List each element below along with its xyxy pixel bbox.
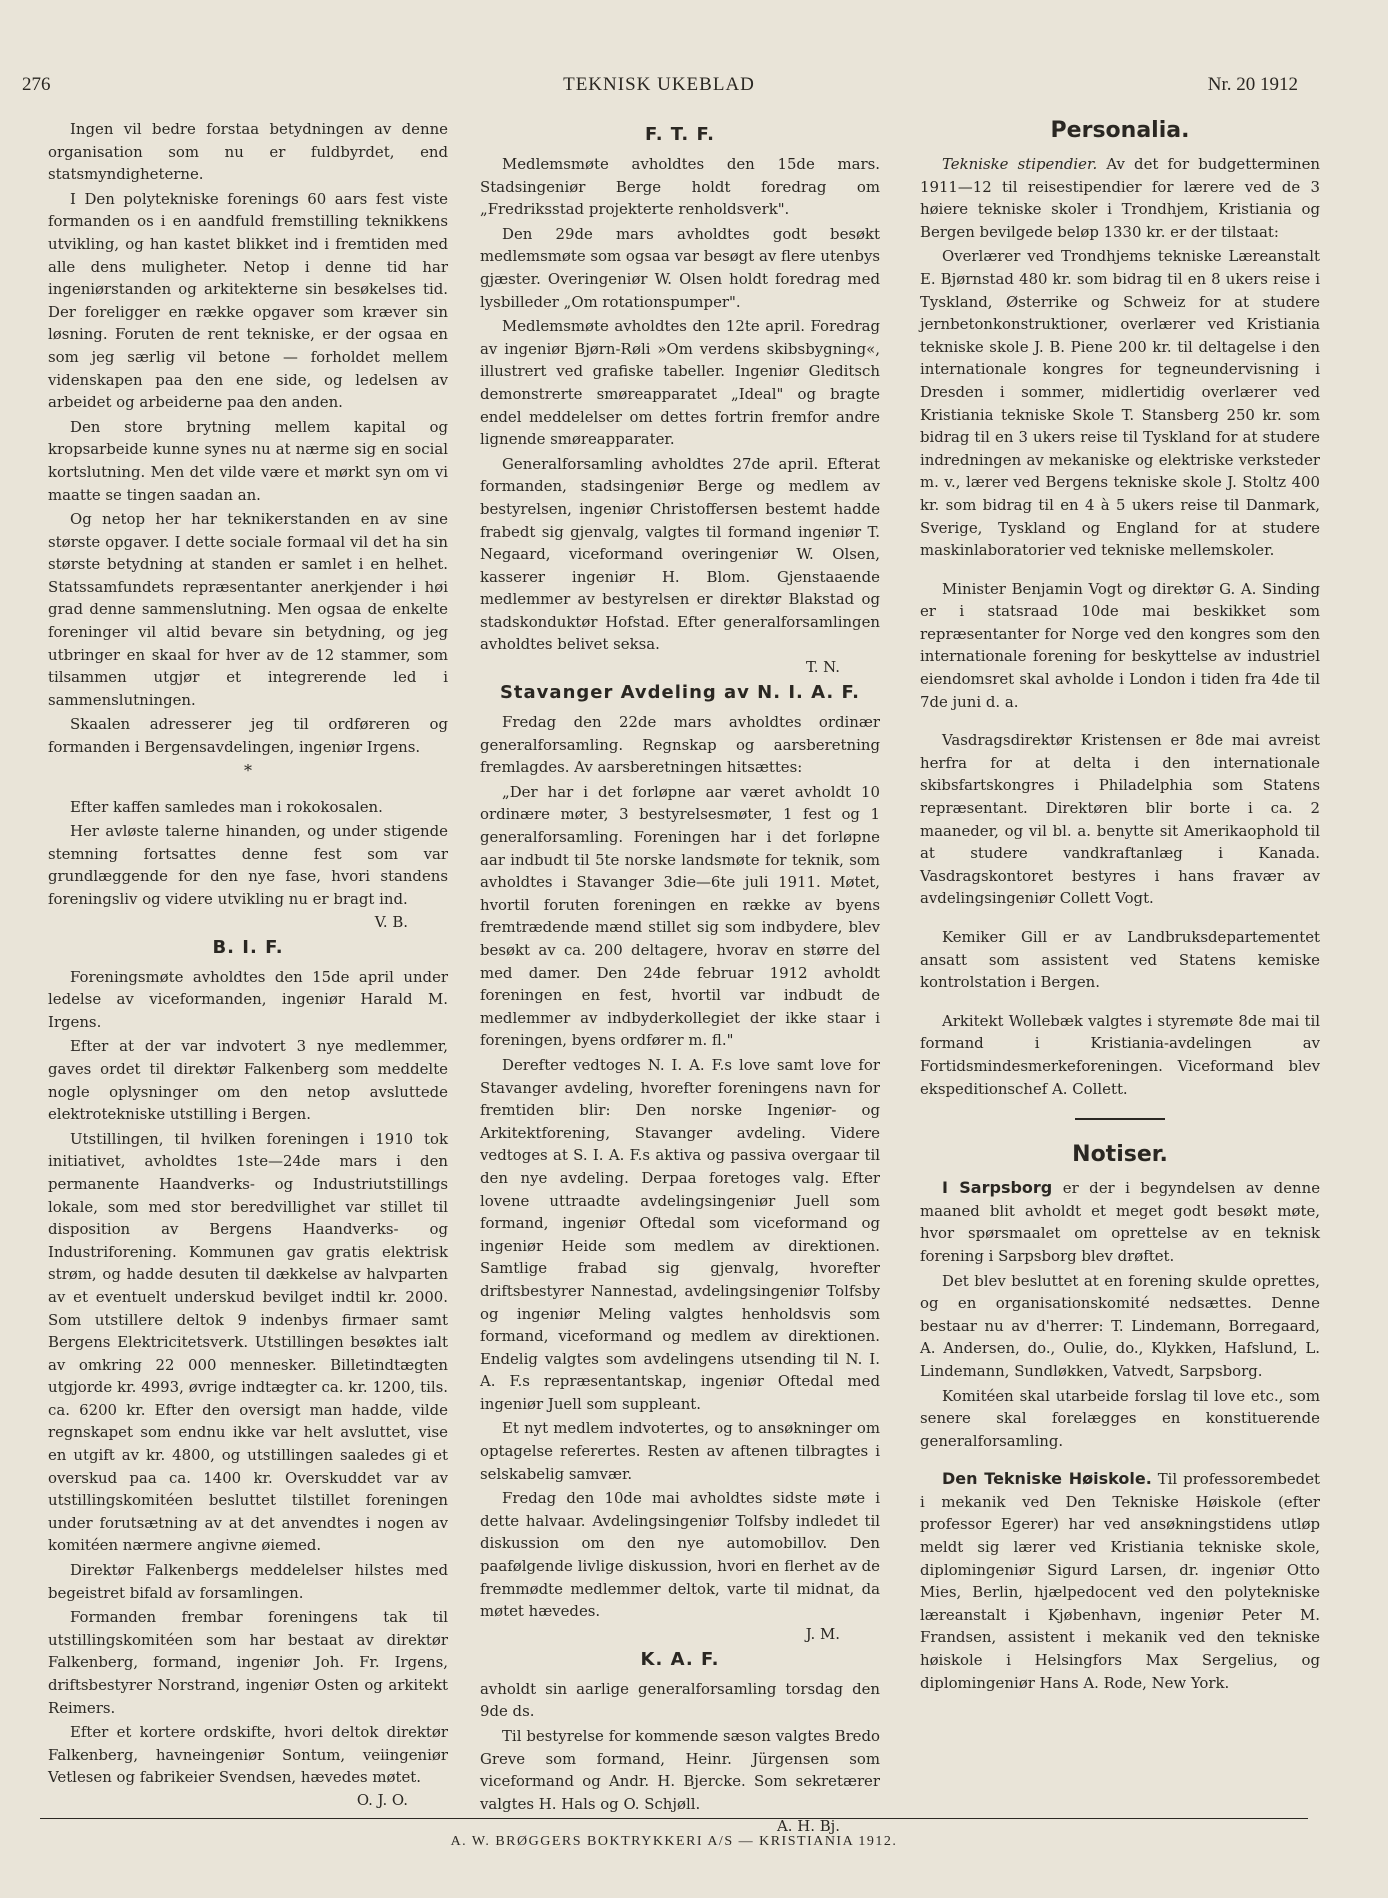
- paragraph: Derefter vedtoges N. I. A. F.s love samt love for Stavanger avdeling, hvorefter foreningens navn for fremtiden blir: Den norske Ingeniør- og Arkitektforening, Stavanger avdeling. Videre vedtoges at S. I. A. F.s aktiva og passiva overgaar til den nye avdeling. Derpaa foretoges valg. Efter lovene uttraadte avdelingsingeniør Juell som formand, ingeniør Oftedal som viceformand og ingeniør Heide som medlem av direktionen. Samtlige frabad sig gjenvalg, hvorefter driftsbestyrer Nannestad, avdelingsingeniør Tolfsby og ingeniør Meling valgtes henholdsvis som formand, viceformand og medlem av direktionen. Endelig valgtes som avdelingens utsending til N. I. A. F.s repræsentantskap, ingeniør Oftedal med ingeniør Juell som suppleant.: [480, 1055, 880, 1413]
- paragraph: Og netop her har teknikerstanden en av sine største opgaver. I dette sociale formaal vil det ha sin største betydning at standen er samlet i en helhet. Statssamfundets repræsentanter anerkjender i høi grad denne sammenslutning. Men ogsaa de enkelte foreninger vil altid bevare sin betydning, og jeg utbringer en skaal for hver av de 12 stammer, som tilsammen utgjør et integrerende led i sammenslutningen.: [48, 510, 448, 709]
- paragraph: Medlemsmøte avholdtes den 15de mars. Stadsingeniør Berge holdt foredrag om „Fredriksstad projekterte renholdsverk".: [480, 155, 880, 219]
- signature: J. M.: [805, 1624, 840, 1643]
- journal-title: TEKNISK UKEBLAD: [563, 74, 755, 95]
- signature: A. H. Bj.: [777, 1817, 840, 1836]
- paragraph: Direktør Falkenbergs meddelelser hilstes med begeistret bifald av forsamlingen.: [48, 1561, 448, 1602]
- paragraph: Generalforsamling avholdtes 27de april. Efterat formanden, stadsingeniør Berge og medlem av bestyrelsen, ingeniør Christoffersen bestemt hadde frabedt sig gjenvalg, valgtes til formand ingeniør T. Negaard, viceformand overingeniør W. Olsen, kasserer ingeniør H. Blom. Gjenstaaende medlemmer av bestyrelsen er direktør Blakstad og stadskonduktør Hofstad. Efter generalforsamlingen avholdtes belivet seksa.: [480, 454, 880, 654]
- section-heading-kaf: K. A. F.: [640, 1648, 720, 1670]
- column-1: [48, 118, 448, 1815]
- paragraph-text: Av det for budgetterminen 1911—12 til reisestipendier for lærere ved de 3 høiere tekniske skoler i Trondhjem, Kristiania og Bergen bevilgede beløp 1330 kr. er der tilstaat:: [920, 155, 1320, 241]
- paragraph: Komitéen skal utarbeide forslag til love etc., som senere skal forelægges en konstituerende generalforsamling.: [920, 1386, 1320, 1450]
- section-separator: *: [244, 760, 252, 780]
- lead-in: Den Tekniske Høiskole.: [942, 1469, 1152, 1489]
- paragraph: Ingen vil bedre forstaa betydningen av denne organisation som nu er fuldbyrdet, end statsmyndigheterne.: [48, 120, 448, 184]
- paragraph: [920, 153, 1320, 243]
- footer-rule: [40, 1818, 1308, 1819]
- paragraph: Efter et kortere ordskifte, hvori deltok direktør Falkenberg, havneingeniør Sontum, veiingeniør Vetlesen og fabrikeier Svendsen, hævedes møtet.: [48, 1723, 448, 1787]
- section-divider: [1075, 1118, 1165, 1120]
- section-heading-personalia: Personalia.: [1050, 118, 1190, 143]
- page-number: 276: [22, 74, 51, 95]
- paragraph: Kemiker Gill er av Landbruksdepartementet ansatt som assistent ved Statens kemiske kontrolstation i Bergen.: [920, 928, 1320, 992]
- paragraph-text: er der i begyndelsen av denne maaned blit avholdt et meget godt besøkt møte, hvor spørsmaalet om oprettelse av en teknisk forening i Sarpsborg blev drøftet.: [920, 1179, 1321, 1265]
- issue-number: Nr. 20 1912: [1207, 74, 1298, 95]
- paragraph: Fredag den 10de mai avholdtes sidste møte i dette halvaar. Avdelingsingeniør Tolfsby indledet til diskussion om den nye automobillov. Den paafølgende livlige diskussion, hvori en flerhet av de fremmødte medlemmer deltok, varte til midnat, da møtet hævedes.: [480, 1489, 880, 1621]
- page-header: [20, 74, 1298, 100]
- paragraph: Arkitekt Wollebæk valgtes i styremøte 8de mai til formand i Kristiania-avdelingen av Fortidsmindesmerkeforeningen. Viceformand blev ekspeditionschef A. Collett.: [920, 1011, 1320, 1098]
- paragraph: „Der har i det forløpne aar været avholdt 10 ordinære møter, 3 bestyrelsesmøter, 1 fest og 1 generalforsamling. Foreningen har i det forløpne aar indbudt til 5te norske landsmøte for teknik, som avholdtes i Stavanger 3die—6te juli 1911. Møtet, hvortil foruten foreningen en række av byens fremtrædende mænd stillet sig som indbydere, blev besøkt av ca. 200 deltagere, hvorav en større del med damer. Den 24de februar 1912 avholdt foreningen en fest, hvortil var indbudt de medlemmer av indbyderkollegiet der ikke staar i foreningen, byens ordfører m. fl.": [480, 782, 880, 1050]
- paragraph: Et nyt medlem indvotertes, og to ansøkninger om optagelse referertes. Resten av aftenen tilbragtes i selskabelig samvær.: [480, 1419, 880, 1483]
- paragraph: Medlemsmøte avholdtes den 12te april. Foredrag av ingeniør Bjørn-Røli »Om verdens skibsbygning«, illustrert ved grafiske tabeller. Ingeniør Gleditsch demonstrerte smøreapparatet „Ideal" og bragte endel meddelelser om dettes fortrin fremfor andre lignende smøreapparater.: [480, 317, 880, 449]
- paragraph: Efter at der var indvotert 3 nye medlemmer, gaves ordet til direktør Falkenberg som meddelte nogle oplysninger om den netop avsluttede elektrotekniske utstilling i Bergen.: [48, 1037, 448, 1124]
- paragraph: Utstillingen, til hvilken foreningen i 1910 tok initiativet, avholdtes 1ste—24de mars i den permanente Haandverks- og Industriutstillings lokale, som med stor beredvillighet var stillet til disposition av Bergens Haandverks- og Industriforening. Kommunen gav gratis elektrisk strøm, og hadde desuten til dækkelse av halvparten av et eventuelt underskud bevilget indtil kr. 2000. Som utstillere deltok 9 indenbys firmaer samt Bergens Elektricitetsverk. Utstillingen besøktes ialt av omkring 22 000 mennesker. Billetindtægten utgjorde kr. 4993, øvrige indtægter ca. kr. 1200, tils. ca. 6200 kr. Efter den oversigt man hadde, vilde regnskapet som endnu ikke var helt avsluttet, vise en utgift av kr. 4800, og utstillingen saaledes gi et overskud paa ca. 1400 kr. Overskuddet var av utstillingskomitéen besluttet tilstillet foreningen under forutsætning av at det anvendtes i nogen av komitéen nærmere angivne øiemed.: [48, 1129, 448, 1555]
- paragraph: Her avløste talerne hinanden, og under stigende stemning fortsattes denne fest som var grundlæggende for den nye fase, hvori standens foreningsliv og videre utvikling nu er bragt ind.: [48, 822, 448, 908]
- paragraph: Skaalen adresserer jeg til ordføreren og formanden i Bergensavdelingen, ingeniør Irgens.: [48, 715, 448, 757]
- section-heading-bif: B. I. F.: [212, 936, 284, 958]
- paragraph: Efter kaffen samledes man i rokokosalen.: [70, 797, 383, 816]
- section-heading-stavanger: Stavanger Avdeling av N. I. A. F.: [499, 682, 861, 704]
- paragraph: [920, 1177, 1320, 1267]
- paragraph: Den 29de mars avholdtes godt besøkt medlemsmøte som ogsaa var besøgt av flere utenbys gjæster. Overingeniør W. Olsen holdt foredrag med lysbilleder „Om rotationspumper".: [480, 224, 880, 311]
- signature: T. N.: [805, 658, 840, 677]
- paragraph: Det blev besluttet at en forening skulde oprettes, og en organisationskomité nedsættes. Denne bestaar nu av d'herrer: T. Lindemann, Borregaard, A. Andersen, do., Oulie, do., Klykken, Hafslund, L. Lindemann, Sundløkken, Vatvedt, Sarpsborg.: [920, 1271, 1320, 1380]
- section-heading-notiser: Notiser.: [1072, 1142, 1168, 1168]
- printer-footer: A. W. BRØGGERS BOKTRYKKERI A/S — KRISTIANIA 1912.: [450, 1834, 898, 1849]
- paragraph: Til bestyrelse for kommende sæson valgtes Bredo Greve som formand, Heinr. Jürgensen som viceformand og Andr. H. Bjercke. Som sekretærer valgtes H. Hals og O. Schjøll.: [480, 1727, 880, 1813]
- paragraph: Fredag den 22de mars avholdtes ordinær generalforsamling. Regnskap og aarsberetning fremlagdes. Av aarsberetningen hitsættes:: [480, 713, 880, 777]
- paragraph: Formanden frembar foreningens tak til utstillingskomitéen som har bestaat av direktør Falkenberg, formand, ingeniør Joh. Fr. Irgens, driftsbestyrer Norstrand, ingeniør Osten og arkitekt Reimers.: [48, 1608, 448, 1717]
- signature: V. B.: [374, 912, 408, 931]
- signature: O. J. O.: [356, 1790, 408, 1809]
- paragraph: avholdt sin aarlige generalforsamling torsdag den 9de ds.: [480, 1679, 880, 1721]
- paragraph: Foreningsmøte avholdtes den 15de april under ledelse av viceformanden, ingeniør Harald M. Irgens.: [48, 967, 448, 1031]
- column-3: [920, 118, 1320, 1696]
- paragraph: Vasdragsdirektør Kristensen er 8de mai avreist herfra for at delta i den internationale skibsfartskongres i Philadelphia som Statens repræsentant. Direktøren blir borte i ca. 2 maaneder, og vil bl. a. benytte sit Amerikaophold til at studere vandkraftanlæg i Kanada. Vasdragskontoret bestyres i hans fravær av avdelingsingeniør Collett Vogt.: [920, 731, 1320, 908]
- lead-in: I Sarpsborg: [942, 1178, 1053, 1198]
- paragraph: Den store brytning mellem kapital og kropsarbeide kunne synes nu at nærme sig en social kortslutning. Men det vilde være et mørkt syn om vi maatte se tingen saadan an.: [48, 417, 448, 504]
- paragraph-label: Tekniske stipendier.: [942, 155, 1098, 173]
- paragraph: Overlærer ved Trondhjems tekniske Læreanstalt E. Bjørnstad 480 kr. som bidrag til en 8 ukers reise i Tyskland, Østerrike og Schweiz for at studere jernbetonkonstruktioner, overlærer ved Kristiania tekniske skole J. B. Piene 200 kr. til deltagelse i den internationale kongres for tegneundervisning i Dresden i sommer, midlertidig overlærer ved Kristiania tekniske Skole T. Stansberg 250 kr. som bidrag til en 3 ukers reise til Tyskland for at studere indredningen av mekaniske og elektriske verksteder m. v., lærer ved Bergens tekniske skole J. Stoltz 400 kr. som bidrag til en 4 à 5 ukers reise til Danmark, Sverige, Tyskland og England for at studere maskinlaboratorier ved tekniske mellemskoler.: [920, 247, 1320, 560]
- paragraph: [920, 1468, 1320, 1694]
- paragraph: Minister Benjamin Vogt og direktør G. A. Sinding er i statsraad 10de mai beskikket som repræsentanter for Norge ved den kongres som den internationale forening for beskyttelse av industriel eiendomsret skal avholde i London i tiden fra 4de til 7de juni d. a.: [920, 579, 1320, 711]
- column-2: [480, 118, 880, 1841]
- paragraph: I Den polytekniske forenings 60 aars fest viste formanden os i en aandfuld fremstilling teknikkens utvikling, og han kastet blikket ind i fremtiden med alle dens muligheter. Netop i denne tid har ingeniørstanden og arkitekterne sin besøkelses tid. Der foreligger en række opgaver som kræver sin løsning. Foruten de rent tekniske, er der ogsaa en som jeg særlig vil betone — forholdet mellem videnskapen paa den ene side, og ledelsen av arbeidet og arbeiderne paa den anden.: [48, 189, 448, 412]
- section-heading-ftf: F. T. F.: [645, 124, 715, 145]
- paragraph-text: Til professorembedet i mekanik ved Den Tekniske Høiskole (efter professor Egerer) har ved ansøkningstidens utløp meldt sig lærer ved Kristiania tekniske skole, diplomingeniør Sigurd Larsen, dr. ingeniør Otto Mies, Berlin, hjælpedocent ved den polytekniske læreanstalt i Kjøbenhavn, ingeniør Peter M. Frandsen, assistent i mekanik ved den tekniske høiskole i Helsingfors Max Sergelius, og diplomingeniør Hans A. Rode, New York.: [920, 1470, 1320, 1692]
